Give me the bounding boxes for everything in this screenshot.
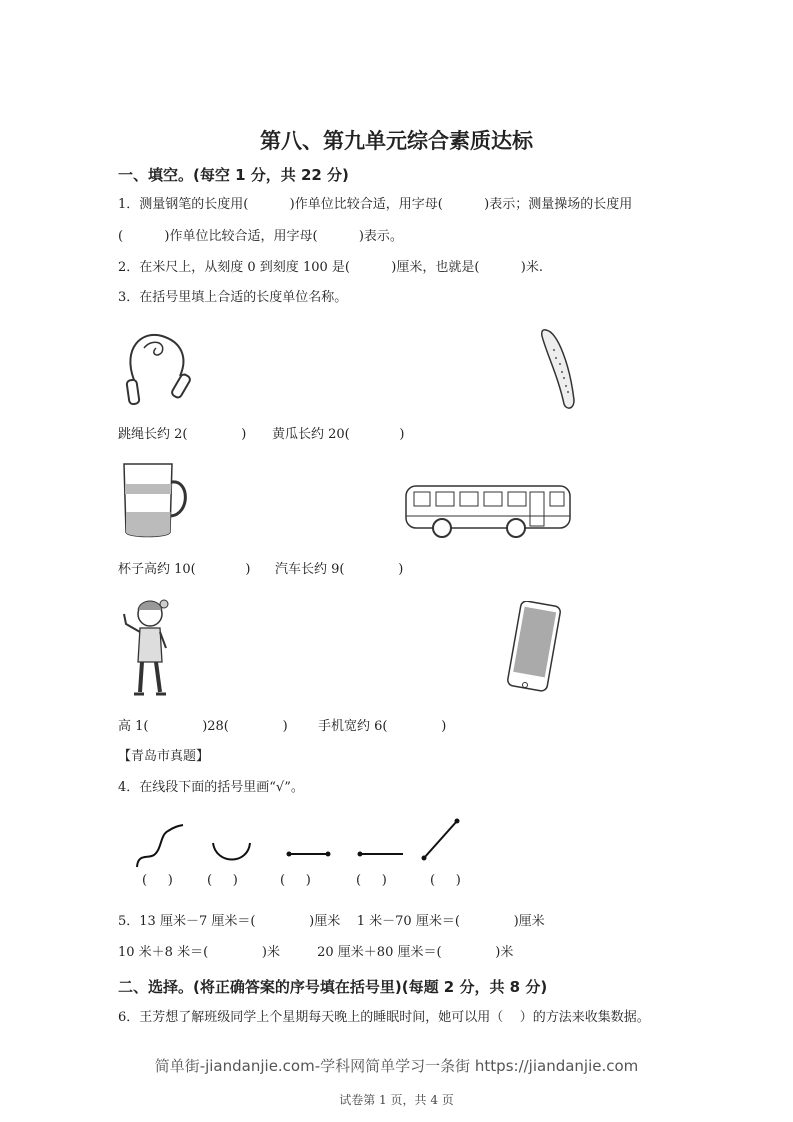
jump-rope-image [122, 328, 202, 408]
curve-shape [137, 825, 183, 867]
question-2: 2．在米尺上，从刻度 0 到刻度 100 是( )厘米，也就是( )米. [118, 260, 543, 275]
watermark: 简单街-jiandanjie.com-学科网简单学习一条街 https://jiandanjie.com [154, 1057, 639, 1075]
question-1-line-2: ( )作单位比较合适，用字母( )表示。 [118, 229, 403, 244]
bus-image [404, 482, 574, 540]
ray-shape [358, 852, 404, 857]
page-title: 第八、第九单元综合素质达标 [260, 129, 533, 153]
answer-bracket[interactable]: ( ) [430, 873, 461, 888]
diagonal-segment-shape [422, 819, 460, 861]
section-choice-heading: 二、选择。(将正确答案的序号填在括号里)(每题 2 分，共 8 分) [118, 978, 548, 996]
question-5-line-1: 5．13 厘米－7 厘米＝( )厘米 1 米－70 厘米＝( )厘米 [118, 914, 545, 929]
girl-image [118, 596, 178, 702]
phone-label: 手机宽约 6( ) [318, 719, 447, 734]
cucumber-image [536, 326, 586, 412]
girl-height-label: 高 1( )28( ) [118, 719, 288, 734]
question-1-line-1: 1．测量钢笔的长度用( )作单位比较合适，用字母( )表示；测量操场的长度用 [118, 197, 633, 212]
answer-bracket[interactable]: ( ) [207, 873, 238, 888]
section-fill-in-heading: 一、填空。(每空 1 分，共 22 分) [118, 166, 349, 184]
cup-image [118, 460, 192, 542]
answer-bracket[interactable]: ( ) [280, 873, 311, 888]
jump-rope-label: 跳绳长约 2( ) [118, 427, 247, 442]
bus-label: 汽车长约 9( ) [275, 562, 404, 577]
question-5-line-2: 10 米＋8 米＝( )米 20 厘米＋80 厘米＝( )米 [118, 945, 514, 960]
cucumber-label: 黄瓜长约 20( ) [272, 427, 405, 442]
question-4: 4．在线段下面的括号里画“√”。 [118, 780, 304, 795]
phone-image [500, 601, 564, 695]
source-tag: 【青岛市真题】 [118, 749, 210, 764]
question-6: 6．王芳想了解班级同学上个星期每天晚上的睡眠时间，她可以用（ ）的方法来收集数据。 [118, 1010, 650, 1025]
arc-shape [213, 843, 250, 860]
line-segment-shape [287, 852, 331, 857]
answer-bracket[interactable]: ( ) [356, 873, 387, 888]
page-footer: 试卷第 1 页，共 4 页 [339, 1093, 454, 1107]
cup-label: 杯子高约 10( ) [118, 562, 251, 577]
line-shapes [130, 815, 470, 875]
answer-bracket[interactable]: ( ) [142, 873, 173, 888]
question-3: 3．在括号里填上合适的长度单位名称。 [118, 290, 348, 305]
